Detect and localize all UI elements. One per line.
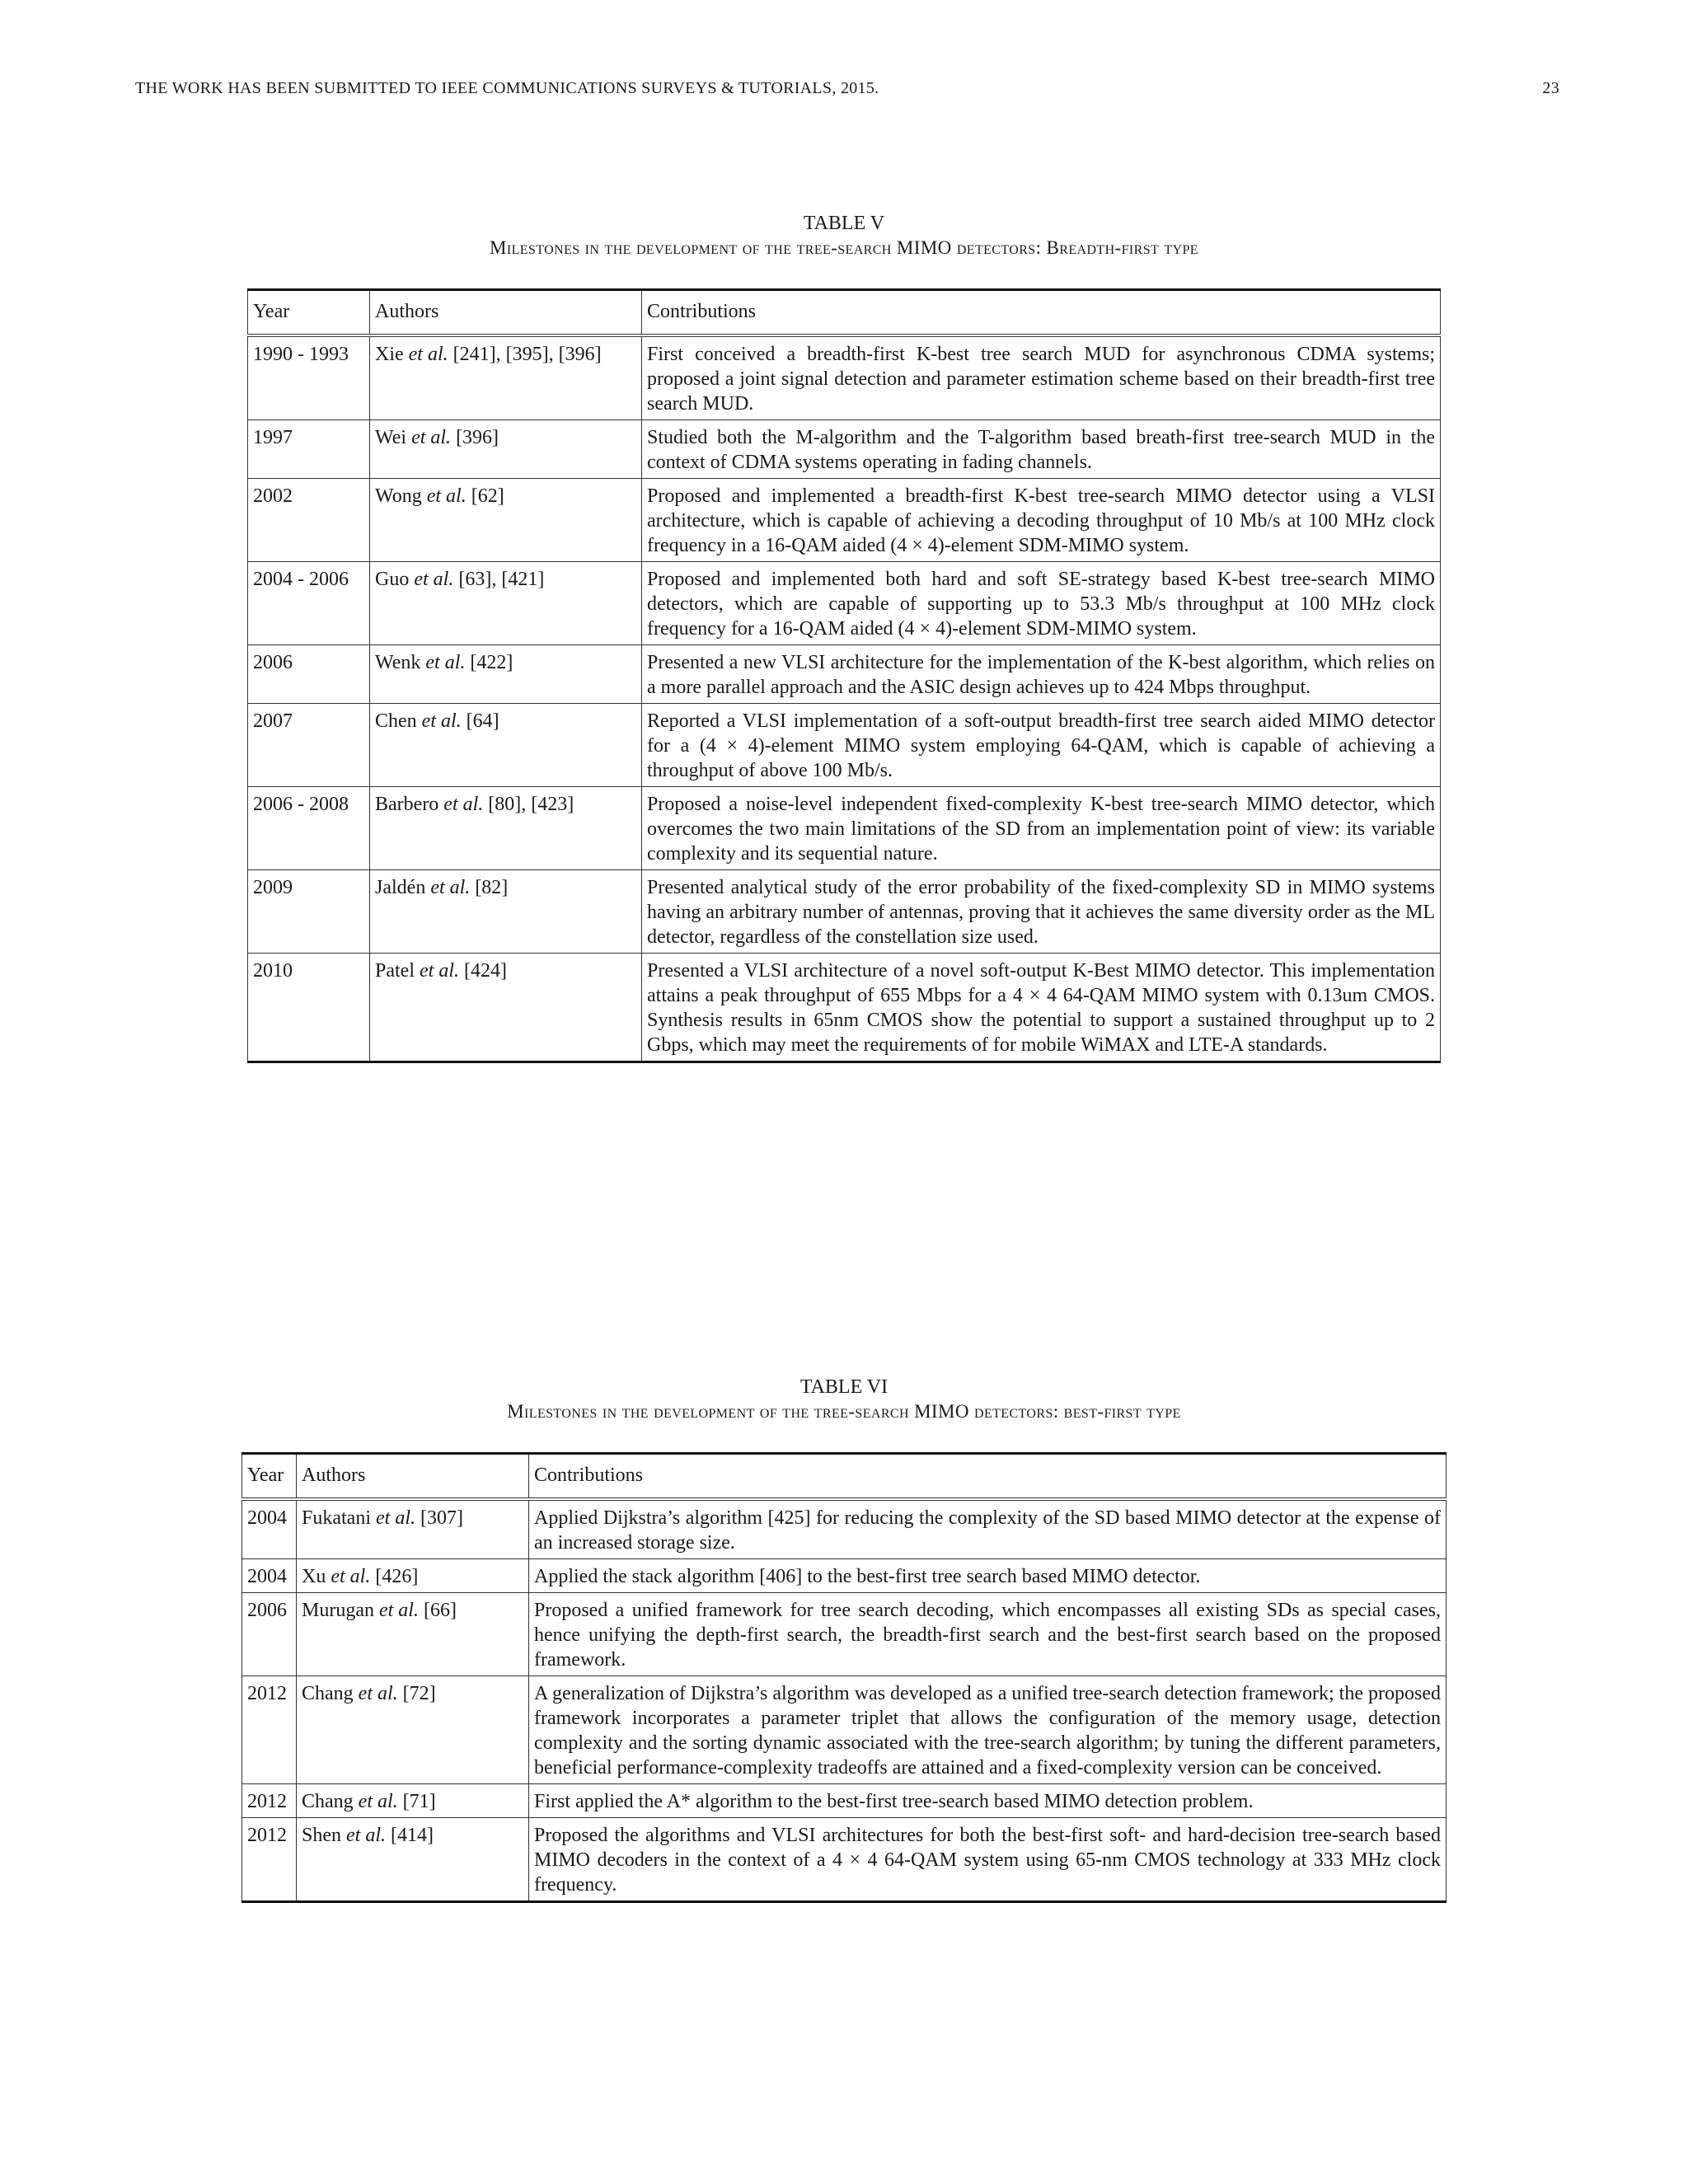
journal-header: THE WORK HAS BEEN SUBMITTED TO IEEE COMMUNICATIONS SURVEYS & TUTORIALS, 2015. (135, 79, 879, 97)
table-row (248, 420, 1441, 479)
author-refs: [64] (466, 710, 499, 732)
et-al: et al. (358, 1791, 398, 1812)
contribution-cell: Studied both the M-algorithm and the T-algorithm based breath-first tree-search MUD in the context of CDMA systems operating in fading channels. (642, 420, 1441, 479)
author-name: Wei (375, 427, 407, 448)
table-v-body (248, 335, 1441, 1062)
table-row (242, 1818, 1447, 1902)
author-refs: [63], [421] (458, 569, 545, 590)
table-row (248, 645, 1441, 704)
table-vi-body (242, 1499, 1447, 1902)
year-cell: 2006 (242, 1593, 297, 1676)
year-cell: 1997 (248, 420, 370, 479)
et-al: et al. (346, 1825, 386, 1846)
authors-cell (370, 704, 642, 787)
authors-cell (297, 1784, 529, 1818)
col-year: Year (248, 290, 370, 336)
table-header-row (248, 290, 1441, 336)
author-name: Chang (302, 1683, 354, 1704)
col-year: Year (242, 1454, 297, 1500)
author-refs: [71] (402, 1791, 436, 1812)
author-refs: [396] (456, 427, 499, 448)
table-row (242, 1676, 1447, 1784)
year-cell: 2012 (242, 1784, 297, 1818)
et-al: et al. (376, 1507, 415, 1529)
contribution-cell: Proposed and implemented a breadth-first K-best tree-search MIMO detector using a VLSI architecture, which is capable of achieving a decoding throughput of 10 Mb/s at 100 MHz clock frequency in a 16-QAM aided (4 × 4)-element SDM-MIMO system. (642, 479, 1441, 562)
year-cell: 2004 (242, 1559, 297, 1593)
year-cell: 2012 (242, 1818, 297, 1902)
table-row (242, 1784, 1447, 1818)
author-name: Wenk (375, 652, 421, 673)
year-cell: 2002 (248, 479, 370, 562)
table-vi-block (0, 1375, 1688, 1896)
table-vi-caption: Milestones in the development of the tree-search MIMO detectors: best-first type (507, 1401, 1181, 1422)
contribution-cell: Reported a VLSI implementation of a soft-output breadth-first tree search aided MIMO detector for a (4 × 4)-element MIMO system employing 64-QAM, which is capable of achieving a throughput of above 100 Mb/s. (642, 704, 1441, 787)
author-name: Chen (375, 710, 417, 732)
author-name: Guo (375, 569, 410, 590)
authors-cell (297, 1676, 529, 1784)
contribution-cell: Proposed a noise-level independent fixed-complexity K-best tree-search MIMO detector, which overcomes the two main limitations of the SD from an implementation point of view: its variable complexity and its sequential nature. (642, 787, 1441, 870)
table-row (248, 704, 1441, 787)
col-authors: Authors (297, 1454, 529, 1500)
author-name: Wong (375, 485, 422, 507)
table-row (248, 870, 1441, 954)
table-row (248, 954, 1441, 1062)
year-cell: 2007 (248, 704, 370, 787)
author-name: Shen (302, 1825, 341, 1846)
author-refs: [241], [395], [396] (452, 344, 602, 365)
author-refs: [414] (391, 1825, 434, 1846)
author-name: Xie (375, 344, 404, 365)
table-v (247, 288, 1441, 1063)
contribution-cell: Proposed a unified framework for tree search decoding, which encompasses all existing SDs as special cases, hence unifying the depth-first search, the breadth-first search and the best-first search based on the proposed framework. (529, 1593, 1447, 1676)
table-row (242, 1593, 1447, 1676)
authors-cell (370, 787, 642, 870)
et-al: et al. (421, 710, 462, 732)
contribution-cell: Proposed and implemented both hard and soft SE-strategy based K-best tree-search MIMO detectors, which are capable of supporting up to 53.3 Mb/s throughput at 100 MHz clock frequency for a 16-QAM aided (4 × 4)-element SDM-MIMO system. (642, 562, 1441, 645)
year-cell: 2010 (248, 954, 370, 1062)
year-cell: 2009 (248, 870, 370, 954)
year-cell: 2006 - 2008 (248, 787, 370, 870)
author-refs: [72] (402, 1683, 436, 1704)
authors-cell (297, 1559, 529, 1593)
table-v-caption: Milestones in the development of the tree-search MIMO detectors: Breadth-first type (490, 237, 1198, 258)
author-name: Fukatani (302, 1507, 371, 1529)
author-refs: [66] (423, 1600, 457, 1621)
et-al: et al. (420, 960, 459, 982)
year-cell: 2004 (242, 1499, 297, 1559)
year-cell: 2004 - 2006 (248, 562, 370, 645)
authors-cell (370, 420, 642, 479)
page-number: 23 (1542, 79, 1559, 97)
authors-cell (370, 479, 642, 562)
authors-cell (370, 335, 642, 420)
author-refs: [422] (470, 652, 513, 673)
table-row (242, 1499, 1447, 1559)
author-name: Xu (302, 1566, 326, 1587)
author-name: Barbero (375, 794, 439, 815)
et-al: et al. (378, 1600, 419, 1621)
contribution-cell: First conceived a breadth-first K-best tree search MUD for asynchronous CDMA systems; proposed a joint signal detection and parameter estimation scheme based on their breadth-first tree search MUD. (642, 335, 1441, 420)
authors-cell (297, 1593, 529, 1676)
contribution-cell: Applied Dijkstra’s algorithm [425] for reducing the complexity of the SD based MIMO detector at the expense of an increased storage size. (529, 1499, 1447, 1559)
col-authors: Authors (370, 290, 642, 336)
et-al: et al. (430, 877, 471, 898)
table-v-label: TABLE V (803, 213, 885, 234)
authors-cell (370, 562, 642, 645)
running-header (135, 79, 1559, 98)
author-refs: [426] (375, 1566, 419, 1587)
year-cell: 2006 (248, 645, 370, 704)
et-al: et al. (414, 569, 454, 590)
author-refs: [424] (464, 960, 507, 982)
table-row (242, 1559, 1447, 1593)
author-refs: [62] (471, 485, 504, 507)
authors-cell (297, 1499, 529, 1559)
authors-cell (370, 870, 642, 954)
table-vi (241, 1452, 1447, 1903)
author-name: Jaldén (375, 877, 426, 898)
contribution-cell: Applied the stack algorithm [406] to the best-first tree search based MIMO detector. (529, 1559, 1447, 1593)
table-v-block (0, 211, 1688, 1056)
contribution-cell: Presented a VLSI architecture of a novel soft-output K-Best MIMO detector. This implementation attains a peak throughput of 655 Mbps for a 4 × 4 64-QAM MIMO system with 0.13um CMOS. Synthesis results in 65nm CMOS show the potential to support a sustained throughput up to 2 Gbps, which may meet the requirements of for mobile WiMAX and LTE-A standards. (642, 954, 1441, 1062)
author-refs: [80], [423] (488, 794, 574, 815)
et-al: et al. (358, 1683, 398, 1704)
contribution-cell: A generalization of Dijkstra’s algorithm was developed as a unified tree-search detection framework; the proposed framework incorporates a parameter triplet that allows the configuration of the memory usage, detection complexity and the sorting dynamic associated with the tree-search algorithm; by tuning the different parameters, beneficial performance-complexity tradeoffs are attained and a fixed-complexity version can be conceived. (529, 1676, 1447, 1784)
contribution-cell: Presented analytical study of the error probability of the fixed-complexity SD in MIMO systems having an arbitrary number of antennas, proving that it achieves the same diversity order as the ML detector, regardless of the constellation size used. (642, 870, 1441, 954)
col-contributions: Contributions (642, 290, 1441, 336)
contribution-cell: First applied the A* algorithm to the best-first tree-search based MIMO detection problem. (529, 1784, 1447, 1818)
author-refs: [82] (475, 877, 509, 898)
table-row (248, 787, 1441, 870)
author-name: Chang (302, 1791, 354, 1812)
author-name: Patel (375, 960, 415, 982)
table-row (248, 562, 1441, 645)
et-al: et al. (408, 344, 448, 365)
et-al: et al. (411, 427, 452, 448)
table-row (248, 479, 1441, 562)
table-row (248, 335, 1441, 420)
et-al: et al. (443, 794, 484, 815)
year-cell: 1990 - 1993 (248, 335, 370, 420)
authors-cell (370, 645, 642, 704)
table-vi-label: TABLE VI (799, 1376, 889, 1398)
table-header-row (242, 1454, 1447, 1500)
et-al: et al. (426, 485, 467, 507)
authors-cell (370, 954, 642, 1062)
et-al: et al. (331, 1566, 371, 1587)
year-cell: 2012 (242, 1676, 297, 1784)
contribution-cell: Presented a new VLSI architecture for the implementation of the K-best algorithm, which relies on a more parallel approach and the ASIC design achieves up to 424 Mbps throughput. (642, 645, 1441, 704)
col-contributions: Contributions (529, 1454, 1447, 1500)
author-refs: [307] (420, 1507, 463, 1529)
contribution-cell: Proposed the algorithms and VLSI architectures for both the best-first soft- and hard-decision tree-search based MIMO decoders in the context of a 4 × 4 64-QAM system using 65-nm CMOS technology at 333 MHz clock frequency. (529, 1818, 1447, 1902)
authors-cell (297, 1818, 529, 1902)
author-name: Murugan (302, 1600, 374, 1621)
et-al: et al. (425, 652, 466, 673)
